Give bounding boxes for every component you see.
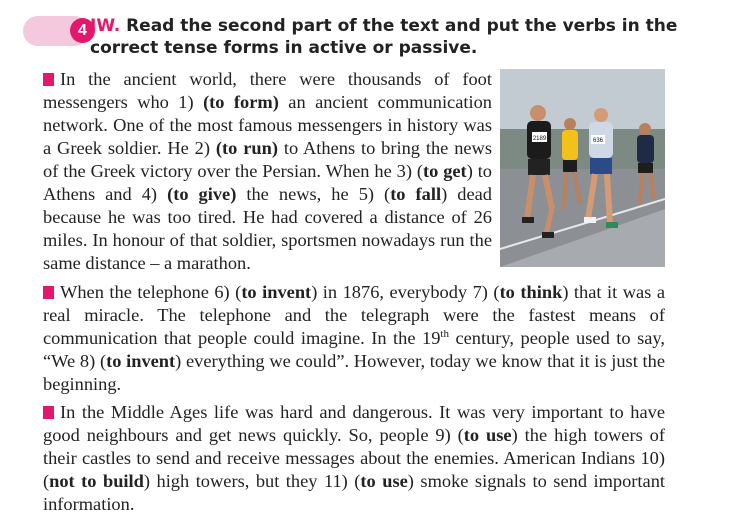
verb-gap-11: to use	[360, 471, 408, 491]
paragraph-text: ) that it was a real miracle. The telephone and the telegraph were the fastest means of communication that people could imagine. In the 19	[43, 282, 665, 348]
exercise-instruction	[90, 15, 710, 59]
paragraph-marker	[43, 286, 54, 299]
verb-gap-3: to get	[422, 161, 467, 181]
paragraph-text: ) everything we could”. However, today we know that it is just the beginning.	[43, 351, 665, 394]
ordinal-superscript: th	[440, 327, 449, 340]
verb-gap-6: to invent	[241, 282, 312, 302]
paragraph-middle-ages	[43, 401, 665, 516]
paragraph-text: century, people used to say, “We 8) (	[43, 328, 665, 371]
verb-gap-5: to fall	[390, 184, 442, 204]
verb-gap-4: (to give)	[167, 184, 237, 204]
verb-gap-2: (to run)	[215, 138, 278, 158]
exercise-number: 4	[70, 18, 95, 43]
bib-number-2: 636	[592, 138, 604, 144]
paragraph-text: ) dead because he was too tired. He had covered a distance of 26 miles. In honour of that soldier, sportsmen nowadays run the same distance – a marathon.	[43, 184, 492, 273]
paragraph-text: the news, he 5) (	[236, 184, 391, 204]
paragraph-text: ) to Athens and 4)	[43, 161, 493, 204]
verb-gap-8: to invent	[106, 351, 176, 371]
verb-gap-9: to use	[463, 425, 512, 445]
marathon-runners-photo	[500, 69, 665, 267]
paragraph-text: an ancient communication network. One of the most famous messengers in history was a Greek soldier. He 2)	[43, 92, 492, 158]
paragraph-text: In the Middle Ages life was hard and dangerous. It was very important to have good neighbours and get news quickly. So, people 9) (	[43, 402, 665, 445]
exercise-code: IW.	[90, 16, 121, 36]
paragraph-telephone	[43, 281, 665, 396]
paragraph-text: ) smoke signals to send important information.	[43, 471, 666, 514]
paragraph-marker	[43, 406, 54, 419]
verb-gap-10: not to build	[49, 471, 144, 491]
verb-gap-7: to think	[499, 282, 563, 302]
paragraph-text: ) in 1876, everybody 7) (	[311, 282, 500, 302]
paragraph-marker	[43, 73, 54, 86]
paragraph-messengers	[43, 68, 492, 275]
verb-gap-1: (to form)	[203, 92, 279, 112]
paragraph-text: In the ancient world, there were thousands of foot messengers who 1)	[43, 69, 492, 112]
paragraph-text: ) high towers, but they 11) (	[143, 471, 361, 491]
paragraph-text: to Athens to bring the news of the Greek victory over the Persian. When he 3) (	[43, 138, 492, 181]
paragraph-text: When the telephone 6) (	[60, 282, 242, 302]
paragraph-text: ) the high towers of their castles to send and receive messages about the enemies. American Indians 10) (	[43, 425, 665, 491]
instruction-text: Read the second part of the text and put the verbs in the correct tense forms in active or passive.	[90, 16, 678, 58]
bib-number-1: 2189	[532, 136, 547, 142]
